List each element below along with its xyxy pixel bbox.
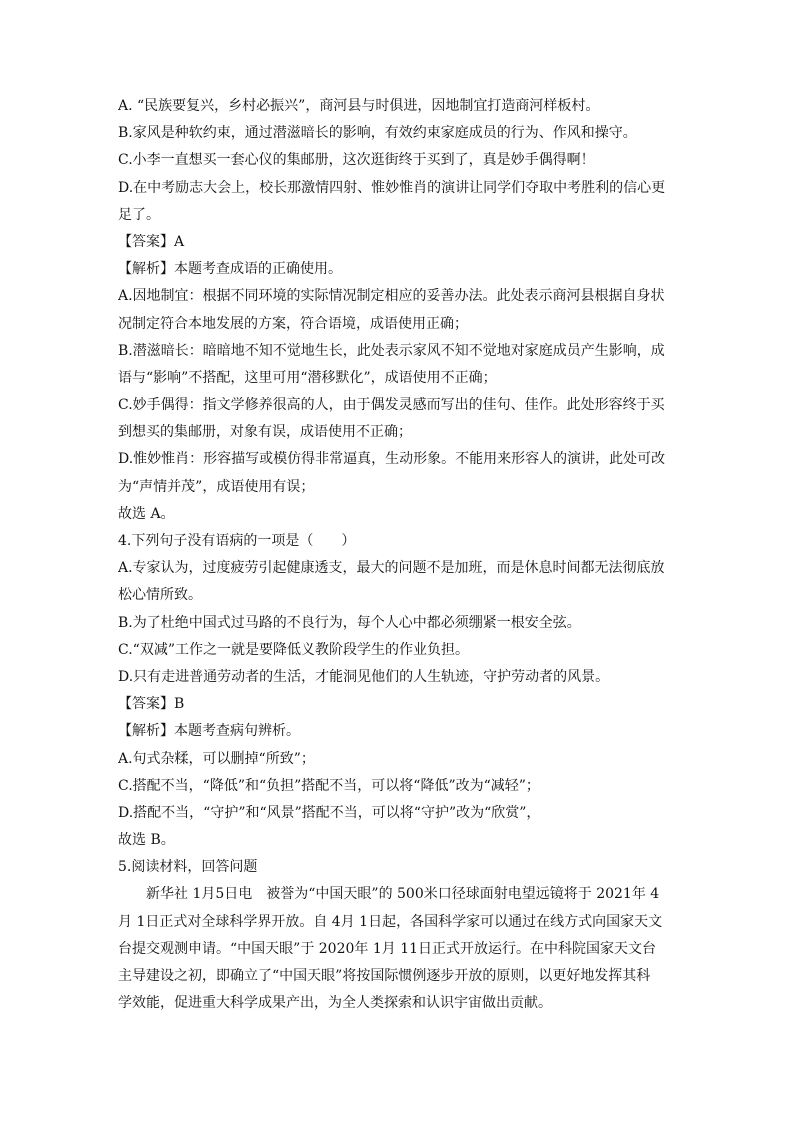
text-line: 学效能，促进重大科学成果产出，为全人类探索和认识宇宙做出贡献。 (118, 995, 552, 1012)
text-line: D.在中考励志大会上，校长那激情四射、惟妙惟肖的演讲让同学们夺取中考胜利的信心更 (118, 179, 666, 196)
text-line: 到想买的集邮册，对象有误，成语使用不正确； (118, 424, 412, 441)
text-line: 月 1日正式对全球科学界开放。自 4月 1日起，各国科学家可以通过在线方式向国家天文 (118, 913, 663, 930)
document-body (118, 93, 678, 1017)
text-line: C.搭配不当，“降低”和“负担”搭配不当，可以将“降低”改为“减轻”； (118, 777, 540, 794)
text-line: 故选 A。 (118, 505, 175, 522)
text-line: B.潜滋暗长：暗暗地不知不觉地生长，此处表示家风不知不觉地对家庭成员产生影响，成 (118, 342, 665, 359)
text-line: 况制定符合本地发展的方案，符合语境，成语使用正确； (118, 315, 468, 332)
text-line: 4.下列句子没有语病的一项是（ ） (118, 533, 356, 549)
text-line: A.句式杂糅，可以删掉“所致”； (118, 750, 315, 767)
text-line: C.“双减”工作之一就是要降低义教阶段学生的作业负担。 (118, 641, 469, 658)
text-line: 台提交观测申请。“中国天眼”于 2020年 1月 11日正式开放运行。在中科院国家天文台 (118, 940, 657, 957)
text-line: 【解析】本题考查病句辨析。 (118, 723, 300, 740)
text-line: 语与“影响”不搭配，这里可用“潜移默化”，成语使用不正确； (118, 369, 497, 386)
text-line: A.专家认为，过度疲劳引起健康透支，最大的问题不是加班，而是休息时间都无法彻底放 (118, 560, 665, 577)
text-line: 【答案】A (118, 233, 185, 250)
text-line: C.小李一直想买一套心仪的集邮册，这次逛街终于买到了，真是妙手偶得啊！ (118, 152, 595, 169)
text-line: D.只有走进普通劳动者的生活，才能洞见他们的人生轨迹，守护劳动者的风景。 (118, 668, 610, 685)
text-line: D.搭配不当，“守护”和“风景”搭配不当，可以将“守护”改为“欣赏”， (118, 804, 541, 821)
text-line: B.家风是种软约束，通过潜滋暗长的影响，有效约束家庭成员的行为、作风和操守。 (118, 125, 637, 142)
text-line: B.为了杜绝中国式过马路的不良行为，每个人心中都必须绷紧一根安全弦。 (118, 614, 581, 631)
text-line: A.因地制宜：根据不同环境的实际情况制定相应的妥善办法。此处表示商河县根据自身状 (118, 288, 665, 305)
text-line: 主导建设之初，即确立了“中国天眼”将按国际惯例逐步开放的原则，以更好地发挥其科 (118, 968, 651, 984)
text-line: A. “民族要复兴，乡村必振兴”，商河县与时俱进，因地制宜打造商河样板村。 (118, 98, 600, 114)
text-line: 新华社 1月5日电 被誉为“中国天眼”的 500米口径球面射电望远镜将于 2021年 4 (146, 886, 660, 903)
text-line: 5.阅读材料，回答问题 (118, 859, 258, 876)
text-line: 为“声情并茂”，成语使用有误； (118, 478, 315, 495)
text-line: 【答案】B (118, 696, 185, 713)
text-line: C.妙手偶得：指文学修养很高的人，由于偶发灵感而写出的佳句、佳作。此处形容终于买 (118, 397, 665, 414)
text-line: 【解析】本题考查成语的正确使用。 (118, 261, 342, 278)
text-line: 松心情所致。 (118, 587, 202, 604)
text-line: 足了。 (118, 206, 160, 223)
text-line: D.惟妙惟肖：形容描写或模仿得非常逼真，生动形象。不能用来形容人的演讲，此处可改 (118, 451, 666, 468)
text-line: 故选 B。 (118, 832, 175, 849)
